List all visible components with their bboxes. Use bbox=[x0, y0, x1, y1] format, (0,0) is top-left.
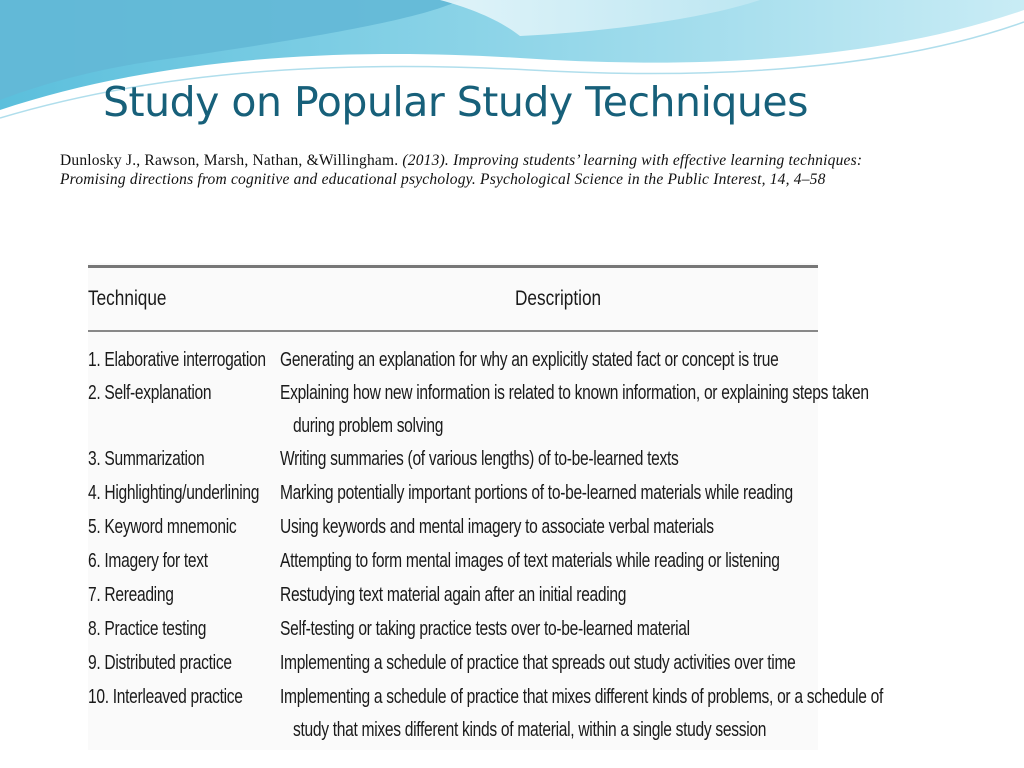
header-description: Description bbox=[515, 287, 602, 310]
description-cell: Restudying text material again after an initial reading bbox=[280, 583, 627, 606]
description-continuation: during problem solving bbox=[293, 414, 444, 437]
citation-details: (2013). Improving students’ learning with effective learning techniques: Promising directions from cognitive and educational psychology. Psychological Science in the Public Interest, 14, 4–58 bbox=[60, 152, 863, 188]
technique-cell: 9. Distributed practice bbox=[88, 651, 232, 674]
description-cell: Explaining how new information is related to known information, or explaining steps taken bbox=[280, 381, 869, 404]
description-cell: Attempting to form mental images of text materials while reading or listening bbox=[280, 549, 780, 572]
description-cell: Writing summaries (of various lengths) of to-be-learned texts bbox=[280, 447, 679, 470]
table-body bbox=[88, 343, 884, 746]
citation bbox=[60, 152, 880, 189]
technique-cell: 4. Highlighting/underlining bbox=[88, 481, 260, 504]
table-header-rule bbox=[88, 330, 818, 332]
description-cell: Marking potentially important portions of to-be-learned materials while reading bbox=[280, 481, 793, 504]
technique-cell: 3. Summarization bbox=[88, 447, 205, 470]
description-cell: Implementing a schedule of practice that spreads out study activities over time bbox=[280, 651, 796, 674]
technique-cell: 2. Self-explanation bbox=[88, 381, 212, 404]
techniques-table bbox=[88, 263, 884, 750]
table-row bbox=[88, 544, 818, 578]
table-row bbox=[88, 646, 818, 680]
technique-cell: 5. Keyword mnemonic bbox=[88, 515, 237, 538]
table-row bbox=[88, 476, 818, 510]
description-cell: Using keywords and mental imagery to associate verbal materials bbox=[280, 515, 714, 538]
header-technique: Technique bbox=[88, 287, 167, 310]
table-top-rule bbox=[88, 265, 818, 268]
table-row bbox=[88, 343, 818, 376]
description-cell: Implementing a schedule of practice that mixes different kinds of problems, or a schedule of bbox=[280, 685, 884, 708]
description-cell: Self-testing or taking practice tests over to-be-learned material bbox=[280, 617, 690, 640]
table-row bbox=[88, 376, 869, 442]
table-row bbox=[88, 442, 818, 476]
page-title: Study on Popular Study Techniques bbox=[103, 78, 808, 126]
description-cell: Generating an explanation for why an explicitly stated fact or concept is true bbox=[280, 348, 779, 371]
technique-cell: 10. Interleaved practice bbox=[88, 685, 243, 708]
citation-authors: Dunlosky J., Rawson, Marsh, Nathan, &Willingham. bbox=[60, 152, 399, 169]
description-continuation: study that mixes different kinds of material, within a single study session bbox=[293, 718, 767, 741]
table-row bbox=[88, 510, 818, 544]
technique-cell: 1. Elaborative interrogation bbox=[88, 348, 266, 371]
technique-cell: 6. Imagery for text bbox=[88, 549, 208, 572]
technique-cell: 7. Rereading bbox=[88, 583, 174, 606]
table-row bbox=[88, 612, 818, 646]
technique-cell: 8. Practice testing bbox=[88, 617, 207, 640]
table-row bbox=[88, 680, 884, 746]
table-row bbox=[88, 578, 818, 612]
